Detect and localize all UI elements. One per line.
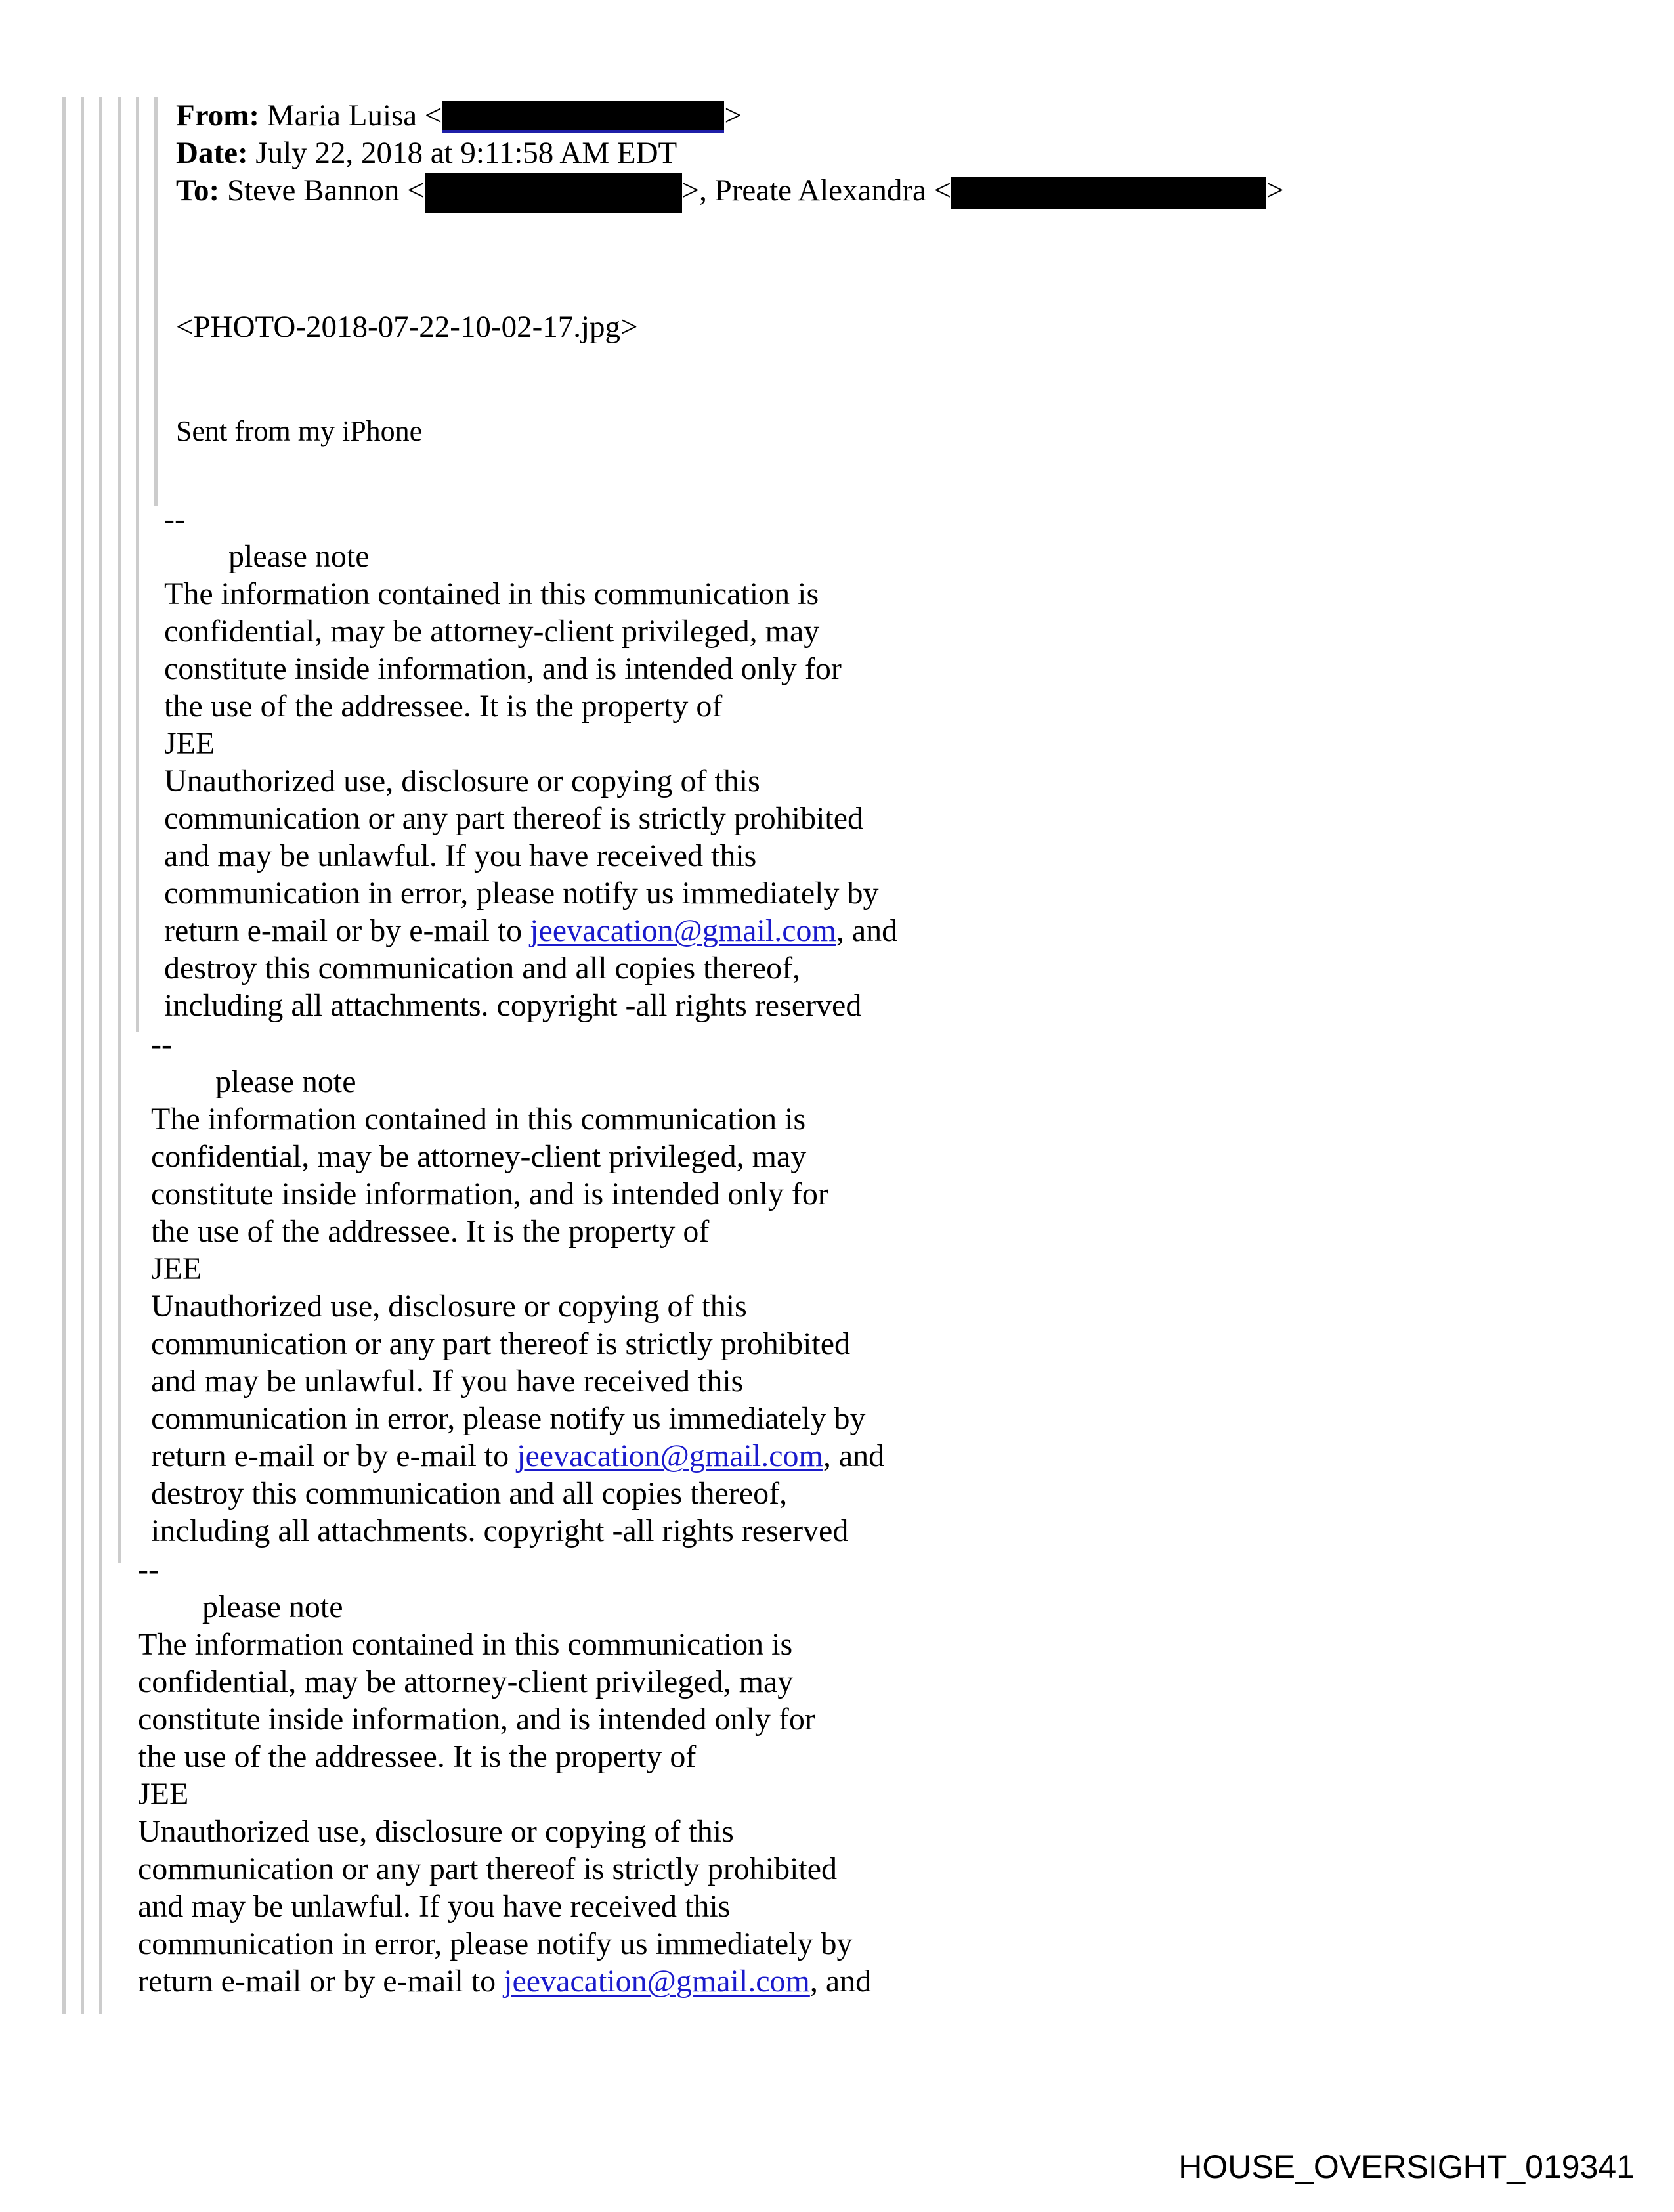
disclaimer-heading: please note [202,1590,343,1624]
from-line [176,97,742,135]
signature: Sent from my iPhone [176,415,423,447]
disclaimer-line: The information contained in this communication is [164,576,819,611]
quote-line [81,97,84,2014]
disclaimer-line: communication or any part thereof is strictly prohibited [138,1852,838,1886]
redacted-email [425,173,682,213]
quote-line [136,97,139,1032]
disclaimer-line: Unauthorized use, disclosure or copying of this [151,1289,747,1324]
disclaimer-line: constitute inside information, and is intended only for [151,1177,828,1211]
disclaimer-heading: please note [215,1064,356,1099]
to-close: > [1266,173,1284,207]
return-suffix: , and [823,1439,885,1473]
disclaimer-line: confidential, may be attorney-client privileged, may [138,1664,794,1699]
disclaimer-line: communication in error, please notify us immediately by [138,1926,853,1961]
disclaimer-block [164,500,897,1024]
disclaimer-line: communication or any part thereof is strictly prohibited [164,801,864,836]
quote-line [154,97,158,506]
disclaimer-line: constitute inside information, and is intended only for [138,1702,815,1737]
redacted-email [442,101,724,133]
disclaimer-line: communication in error, please notify us immediately by [151,1401,866,1436]
date-label: Date: [176,136,248,170]
disclaimer-line: and may be unlawful. If you have received this [151,1364,744,1399]
from-label: From: [176,98,260,133]
return-prefix: return e-mail or by e-mail to [164,913,530,948]
disclaimer-line: confidential, may be attorney-client privileged, may [164,614,820,649]
disclaimer-line: including all attachments. copyright -all rights reserved [164,988,862,1023]
disclaimer-return-line [138,1963,871,2000]
to-separator: >, Preate Alexandra < [681,173,952,207]
quote-line [99,97,102,2014]
quote-line [118,97,121,1563]
separator: -- [138,1552,159,1587]
disclaimer-line: and may be unlawful. If you have received this [138,1889,731,1924]
disclaimer-line: constitute inside information, and is intended only for [164,651,842,686]
redacted-email [951,177,1266,209]
disclaimer-line: communication or any part thereof is strictly prohibited [151,1326,851,1361]
disclaimer-heading: please note [228,539,370,574]
to-label: To: [176,173,220,207]
date-line [176,135,677,172]
from-close: > [724,98,742,133]
bates-number: HOUSE_OVERSIGHT_019341 [1178,2148,1635,2185]
return-suffix: , and [836,913,898,948]
return-suffix: , and [809,1964,872,1999]
quote-line [62,97,66,2014]
to-line [176,172,1284,213]
email-link[interactable]: jeevacation@gmail.com [504,1964,810,1999]
return-prefix: return e-mail or by e-mail to [151,1439,517,1473]
separator: -- [164,502,185,536]
disclaimer-line: JEE [164,726,215,761]
disclaimer-return-line [164,912,897,949]
disclaimer-line: confidential, may be attorney-client privileged, may [151,1139,807,1174]
disclaimer-line: The information contained in this communication is [151,1102,806,1137]
disclaimer-line: JEE [138,1777,189,1811]
disclaimer-line: The information contained in this communication is [138,1627,793,1662]
disclaimer-line: destroy this communication and all copies thereof, [164,951,801,986]
disclaimer-line: JEE [151,1251,202,1286]
return-prefix: return e-mail or by e-mail to [138,1964,504,1999]
email-link[interactable]: jeevacation@gmail.com [530,913,836,948]
disclaimer-line: the use of the addressee. It is the property of [151,1214,710,1249]
disclaimer-line: Unauthorized use, disclosure or copying of this [138,1814,734,1849]
disclaimer-line: including all attachments. copyright -all rights reserved [151,1513,849,1548]
to-name-1: Steve Bannon < [226,173,425,207]
date-value: July 22, 2018 at 9:11:58 AM EDT [255,136,677,170]
attachment-name: <PHOTO-2018-07-22-10-02-17.jpg> [176,310,638,344]
disclaimer-line: and may be unlawful. If you have received this [164,838,757,873]
from-name: Maria Luisa < [267,98,442,133]
disclaimer-line: the use of the addressee. It is the property of [164,689,723,724]
disclaimer-return-line [151,1437,884,1475]
disclaimer-block [151,1026,884,1550]
disclaimer-line: Unauthorized use, disclosure or copying of this [164,764,760,798]
disclaimer-line: communication in error, please notify us immediately by [164,876,879,911]
disclaimer-line: the use of the addressee. It is the property of [138,1739,697,1774]
email-link[interactable]: jeevacation@gmail.com [517,1439,823,1473]
disclaimer-line: destroy this communication and all copies thereof, [151,1476,788,1511]
separator: -- [151,1027,172,1062]
disclaimer-block [138,1551,871,2000]
